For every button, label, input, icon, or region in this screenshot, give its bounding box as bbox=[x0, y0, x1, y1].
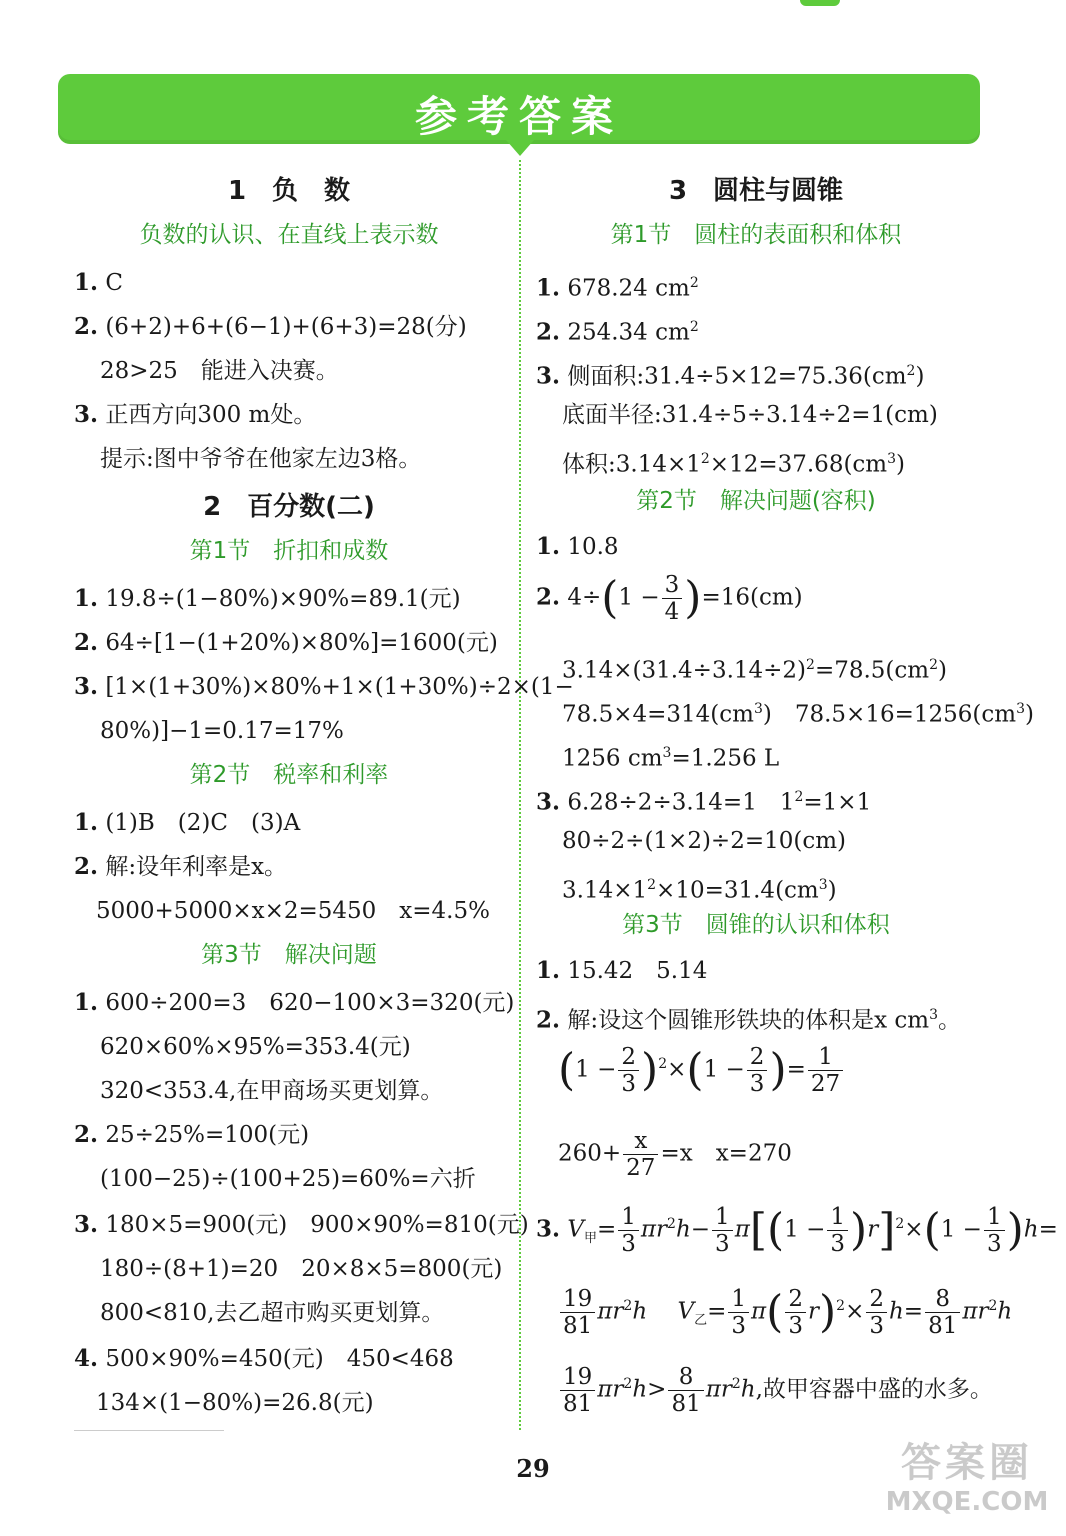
answer-line: 620×60%×95%=353.4(元) bbox=[100, 1034, 411, 1060]
answer-line: 1. 15.42 5.14 bbox=[536, 957, 708, 984]
watermark-logo bbox=[872, 1440, 1062, 1528]
answer-line: 2. 解:设年利率是x。 bbox=[74, 853, 288, 880]
answer-line: 1. C bbox=[74, 269, 123, 296]
page-title: 参考答案 bbox=[414, 92, 623, 141]
fraction-equation: $\frac{19}{81}$ $\pi r^2h$ $V_乙=$ $\frac{1}{3}$ π( $\frac{2}{3}$ r)$^2$× $\frac{2}{3}$ h= $\frac{8}{81}$ $\pi r^2h$ bbox=[558, 1286, 1012, 1339]
answer-line: $78.5\times 4=314(cm^3)$ $78.5\times 16=1256(cm^3)$ bbox=[562, 701, 1034, 728]
hint-line: 提示:图中爷爷在他家左边3格。 bbox=[100, 446, 422, 472]
chapter-title-cylinder-cone: 3 圆柱与圆锥 bbox=[668, 176, 844, 206]
answer-line: 2. 25÷25%=100(元) bbox=[74, 1121, 310, 1148]
fraction-equation: 2. 4÷(1 − $\frac{3}{4}$ )=16(cm) bbox=[536, 572, 803, 625]
answer-line: 2. 解:设这个圆锥形铁块的体积是x $cm^3$。 bbox=[536, 1006, 961, 1034]
answer-line: (100−25)÷(100+25)=60%=六折 bbox=[100, 1166, 476, 1192]
fraction: $\frac{19}{81}$ bbox=[560, 1286, 595, 1339]
answer-line: 134×(1−80%)=26.8(元) bbox=[96, 1390, 374, 1416]
answer-line: 28>25 能进入决赛。 bbox=[100, 358, 339, 384]
answer-line: 2. (6+2)+6+(6−1)+(6+3)=28(分) bbox=[74, 313, 467, 340]
answer-line: 1256 $cm^3=1.256$ L bbox=[562, 745, 780, 772]
answer-line: 5000+5000×x×2=5450 x=4.5% bbox=[96, 898, 490, 924]
fraction-equation: $\frac{19}{81}$ $\pi r^2h>$ $\frac{8}{81}$ $\pi r^2h$,故甲容器中盛的水多。 bbox=[558, 1364, 993, 1417]
chapter-title-negative-numbers: 1 负 数 bbox=[227, 176, 351, 206]
section-title: 第1节 圆柱的表面积和体积 bbox=[610, 222, 902, 248]
section-title: 第3节 圆锥的认识和体积 bbox=[622, 912, 890, 938]
answer-line: 3. 6.28÷2÷3.14=1 $1^2=1\times 1$ bbox=[536, 788, 872, 816]
fraction-equation: (1 − $\frac{2}{3}$ )$^2$×(1 − $\frac{2}{3}$ )= $\frac{1}{27}$ bbox=[558, 1044, 845, 1097]
watermark-url: MXQE.COM bbox=[885, 1487, 1049, 1517]
fraction: $\frac{1}{3}$ bbox=[712, 1204, 733, 1257]
answer-line: 800<810,去乙超市购买更划算。 bbox=[100, 1300, 445, 1326]
answer-line: 底面半径:31.4÷5÷3.14÷2=1(cm) bbox=[562, 402, 938, 428]
fraction: $\frac{1}{27}$ bbox=[808, 1044, 843, 1097]
answer-line: 1. 678.24 $cm^2$ bbox=[536, 274, 699, 302]
section-title: 第2节 税率和利率 bbox=[189, 762, 389, 788]
answer-line: 3. [1×(1+30%)×80%+1×(1+30%)÷2×(1− bbox=[74, 673, 574, 700]
fraction: $\frac{1}{3}$ bbox=[728, 1286, 749, 1339]
fraction: $\frac{1}{3}$ bbox=[618, 1204, 639, 1257]
answer-line: 体积$:3.14\times 1^2\times 12=37.68(cm^3)$ bbox=[562, 451, 906, 478]
answer-line: 320<353.4,在甲商场买更划算。 bbox=[100, 1078, 444, 1104]
answer-line: 2. 64÷[1−(1+20%)×80%]=1600(元) bbox=[74, 629, 498, 656]
answer-line: 1. 19.8÷(1−80%)×90%=89.1(元) bbox=[74, 585, 461, 612]
fraction: $\frac{1}{3}$ bbox=[984, 1204, 1005, 1257]
section-title: 负数的认识、在直线上表示数 bbox=[139, 222, 439, 248]
section-title: 第1节 折扣和成数 bbox=[189, 538, 389, 564]
fraction-equation: 3. $V_甲=$ $\frac{1}{3}$ $\pi r^2h-$ $\frac{1}{3}$ π[(1 − $\frac{1}{3}$ )r]$^2$×(1 − $\frac{1}{3}$ )h= bbox=[536, 1204, 1058, 1257]
top-tab-marker bbox=[800, 0, 840, 6]
answer-line: $3.14\times 1^2\times 10=31.4(cm^3)$ bbox=[562, 877, 837, 904]
chapter-title-percent: 2 百分数(二) bbox=[203, 492, 375, 522]
header-banner bbox=[58, 74, 980, 144]
answer-line: 80%)]−1=0.17=17% bbox=[100, 718, 344, 744]
watermark-text: 答案圈 bbox=[901, 1440, 1033, 1486]
page-number: 29 bbox=[516, 1454, 550, 1483]
banner-pointer bbox=[506, 140, 534, 156]
fraction-equation: 260+ $\frac{x}{27}$ =x x=270 bbox=[558, 1128, 792, 1181]
answer-line: 4. 500×90%=450(元) 450<468 bbox=[74, 1345, 454, 1372]
fraction: $\frac{8}{81}$ bbox=[668, 1364, 703, 1417]
fraction: $\frac{2}{3}$ bbox=[866, 1286, 887, 1339]
fraction: $\frac{8}{81}$ bbox=[925, 1286, 960, 1339]
answer-line: $3.14\times(31.4\div 3.14\div 2)^2=78.5(cm^2)$ bbox=[562, 657, 948, 684]
section-title: 第3节 解决问题 bbox=[201, 942, 377, 968]
fraction: $\frac{1}{3}$ bbox=[827, 1204, 848, 1257]
answer-line: 1. (1)B (2)C (3)A bbox=[74, 809, 301, 836]
answer-line: 1. 10.8 bbox=[536, 533, 619, 560]
answer-line: 3. 正西方向300 m处。 bbox=[74, 401, 317, 428]
footer-rule bbox=[74, 1430, 224, 1431]
answer-line: 3. 侧面积$:31.4\div 5\times 12=75.36(cm^2)$ bbox=[536, 362, 925, 390]
answer-line: 3. 180×5=900(元) 900×90%=810(元) bbox=[74, 1211, 529, 1238]
fraction: $\frac{19}{81}$ bbox=[560, 1364, 595, 1417]
answer-line: 80÷2÷(1×2)÷2=10(cm) bbox=[562, 828, 847, 854]
section-title: 第2节 解决问题(容积) bbox=[636, 488, 876, 514]
fraction: $\frac{3}{4}$ bbox=[662, 572, 683, 625]
fraction: $\frac{2}{3}$ bbox=[618, 1044, 639, 1097]
fraction: $\frac{2}{3}$ bbox=[785, 1286, 806, 1339]
fraction: $\frac{2}{3}$ bbox=[747, 1044, 768, 1097]
answer-line: 180÷(8+1)=20 20×8×5=800(元) bbox=[100, 1256, 503, 1282]
answer-line: 1. 600÷200=3 620−100×3=320(元) bbox=[74, 989, 515, 1016]
fraction: $\frac{x}{27}$ bbox=[623, 1128, 658, 1181]
answer-line: 2. 254.34 $cm^2$ bbox=[536, 318, 699, 346]
